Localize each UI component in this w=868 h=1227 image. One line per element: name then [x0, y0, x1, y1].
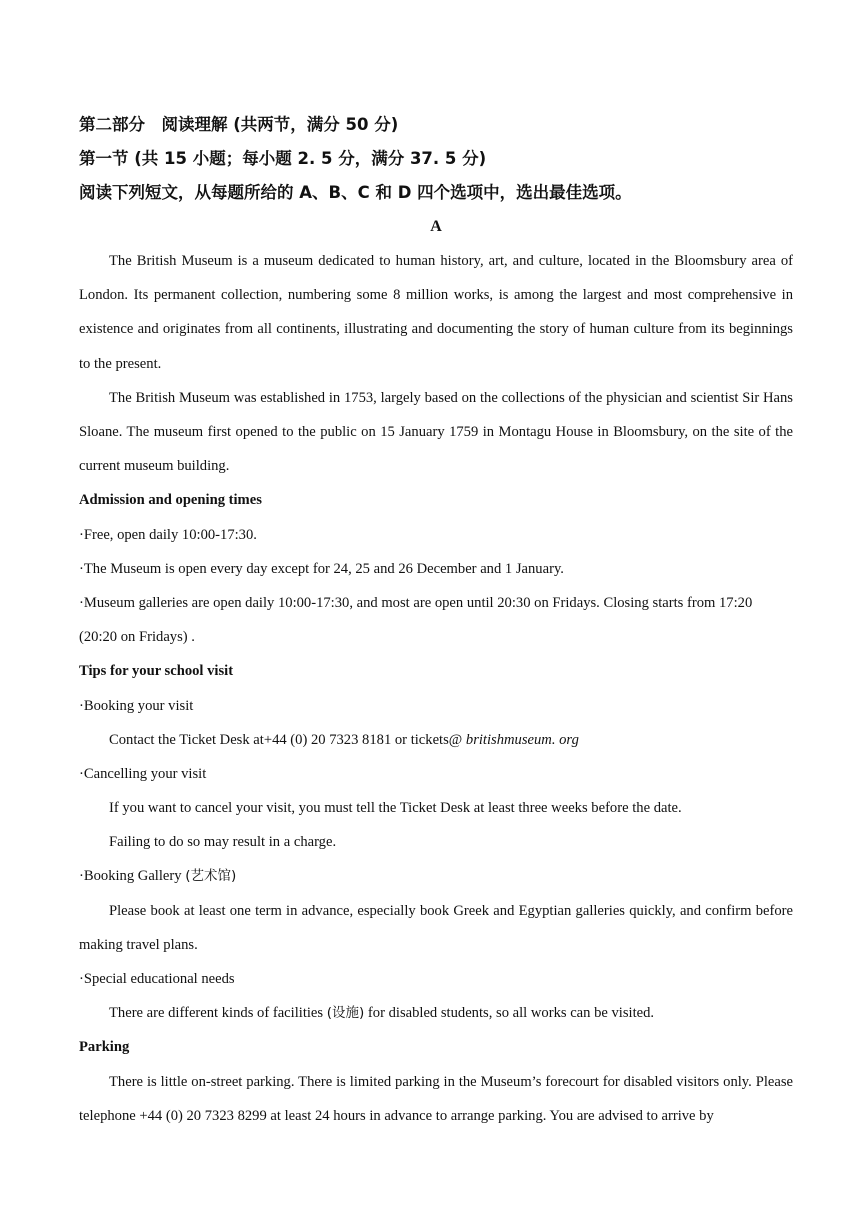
- booking-contact: [79, 723, 793, 757]
- gallery-text: Please book at least one term in advance, especially book Greek and Egyptian galleries quickly, and confirm before making travel plans.: [79, 902, 793, 953]
- exam-page: [79, 108, 793, 1133]
- intro-paragraph-1: The British Museum is a museum dedicated to human history, art, and culture, located in the Bloomsbury area of London. Its permanent collection, numbering some 8 million works, is among the largest and most comprehensive in existence and originates from all continents, illustrating and documenting the story of human culture from its beginnings to the present.: [79, 253, 793, 372]
- gallery-subheading: [79, 859, 793, 893]
- admission-item-closed-days: ·The Museum is open every day except for 24, 25 and 26 December and 1 January.: [79, 560, 564, 577]
- parking-heading: Parking: [79, 1039, 130, 1056]
- booking-subheading: ·Booking your visit: [79, 697, 194, 714]
- parking-text: There is little on-street parking. There is limited parking in the Museum’s forecourt for disabled visitors only. Please telephone +44 (0) 20 7323 8299 at least 24 hours in advance to arrange parking. You are advised to arrive by: [79, 1073, 793, 1124]
- passage-label: A: [430, 218, 442, 235]
- cancel-subheading: ·Cancelling your visit: [79, 765, 207, 782]
- special-needs-text: [79, 996, 793, 1030]
- intro-paragraph-2: The British Museum was established in 1753, largely based on the collections of the physician and scientist Sir Hans Sloane. The museum first opened to the public on 15 January 1759 in Montagu House in Bloomsbury, on the site of the current museum building.: [79, 389, 793, 475]
- tips-heading: Tips for your school visit: [79, 663, 234, 680]
- part-heading: 第二部分 阅读理解 (共两节，满分 50 分): [79, 115, 399, 134]
- gallery-subheading-cn: (艺术馆): [185, 868, 237, 885]
- booking-contact-text: Contact the Ticket Desk at+44 (0) 20 7323 8181 or tickets@: [109, 731, 466, 748]
- instruction-text: 阅读下列短文，从每题所给的 A、B、C 和 D 四个选项中，选出最佳选项。: [79, 183, 632, 202]
- section-heading: 第一节 (共 15 小题；每小题 2. 5 分，满分 37. 5 分): [79, 149, 487, 168]
- admission-item-galleries-line2: (20:20 on Fridays) .: [79, 629, 195, 646]
- admission-heading: Admission and opening times: [79, 492, 262, 509]
- special-needs-text-a: There are different kinds of facilities: [109, 1005, 327, 1022]
- cancel-text-1: If you want to cancel your visit, you must tell the Ticket Desk at least three weeks before the date.: [109, 800, 682, 817]
- special-needs-subheading: ·Special educational needs: [79, 971, 235, 988]
- booking-email-domain: britishmuseum. org: [465, 731, 579, 748]
- admission-item-free: ·Free, open daily 10:00-17:30.: [79, 526, 257, 543]
- admission-item-galleries-line1: ·Museum galleries are open daily 10:00-17:30, and most are open until 20:30 on Fridays. Closing starts from 17:20: [79, 594, 753, 611]
- special-needs-text-b: for disabled students, so all works can be visited.: [364, 1005, 655, 1022]
- gallery-subheading-en: ·Booking Gallery: [79, 868, 186, 885]
- special-needs-text-cn: (设施): [326, 1005, 365, 1022]
- cancel-text-2: Failing to do so may result in a charge.: [109, 834, 337, 851]
